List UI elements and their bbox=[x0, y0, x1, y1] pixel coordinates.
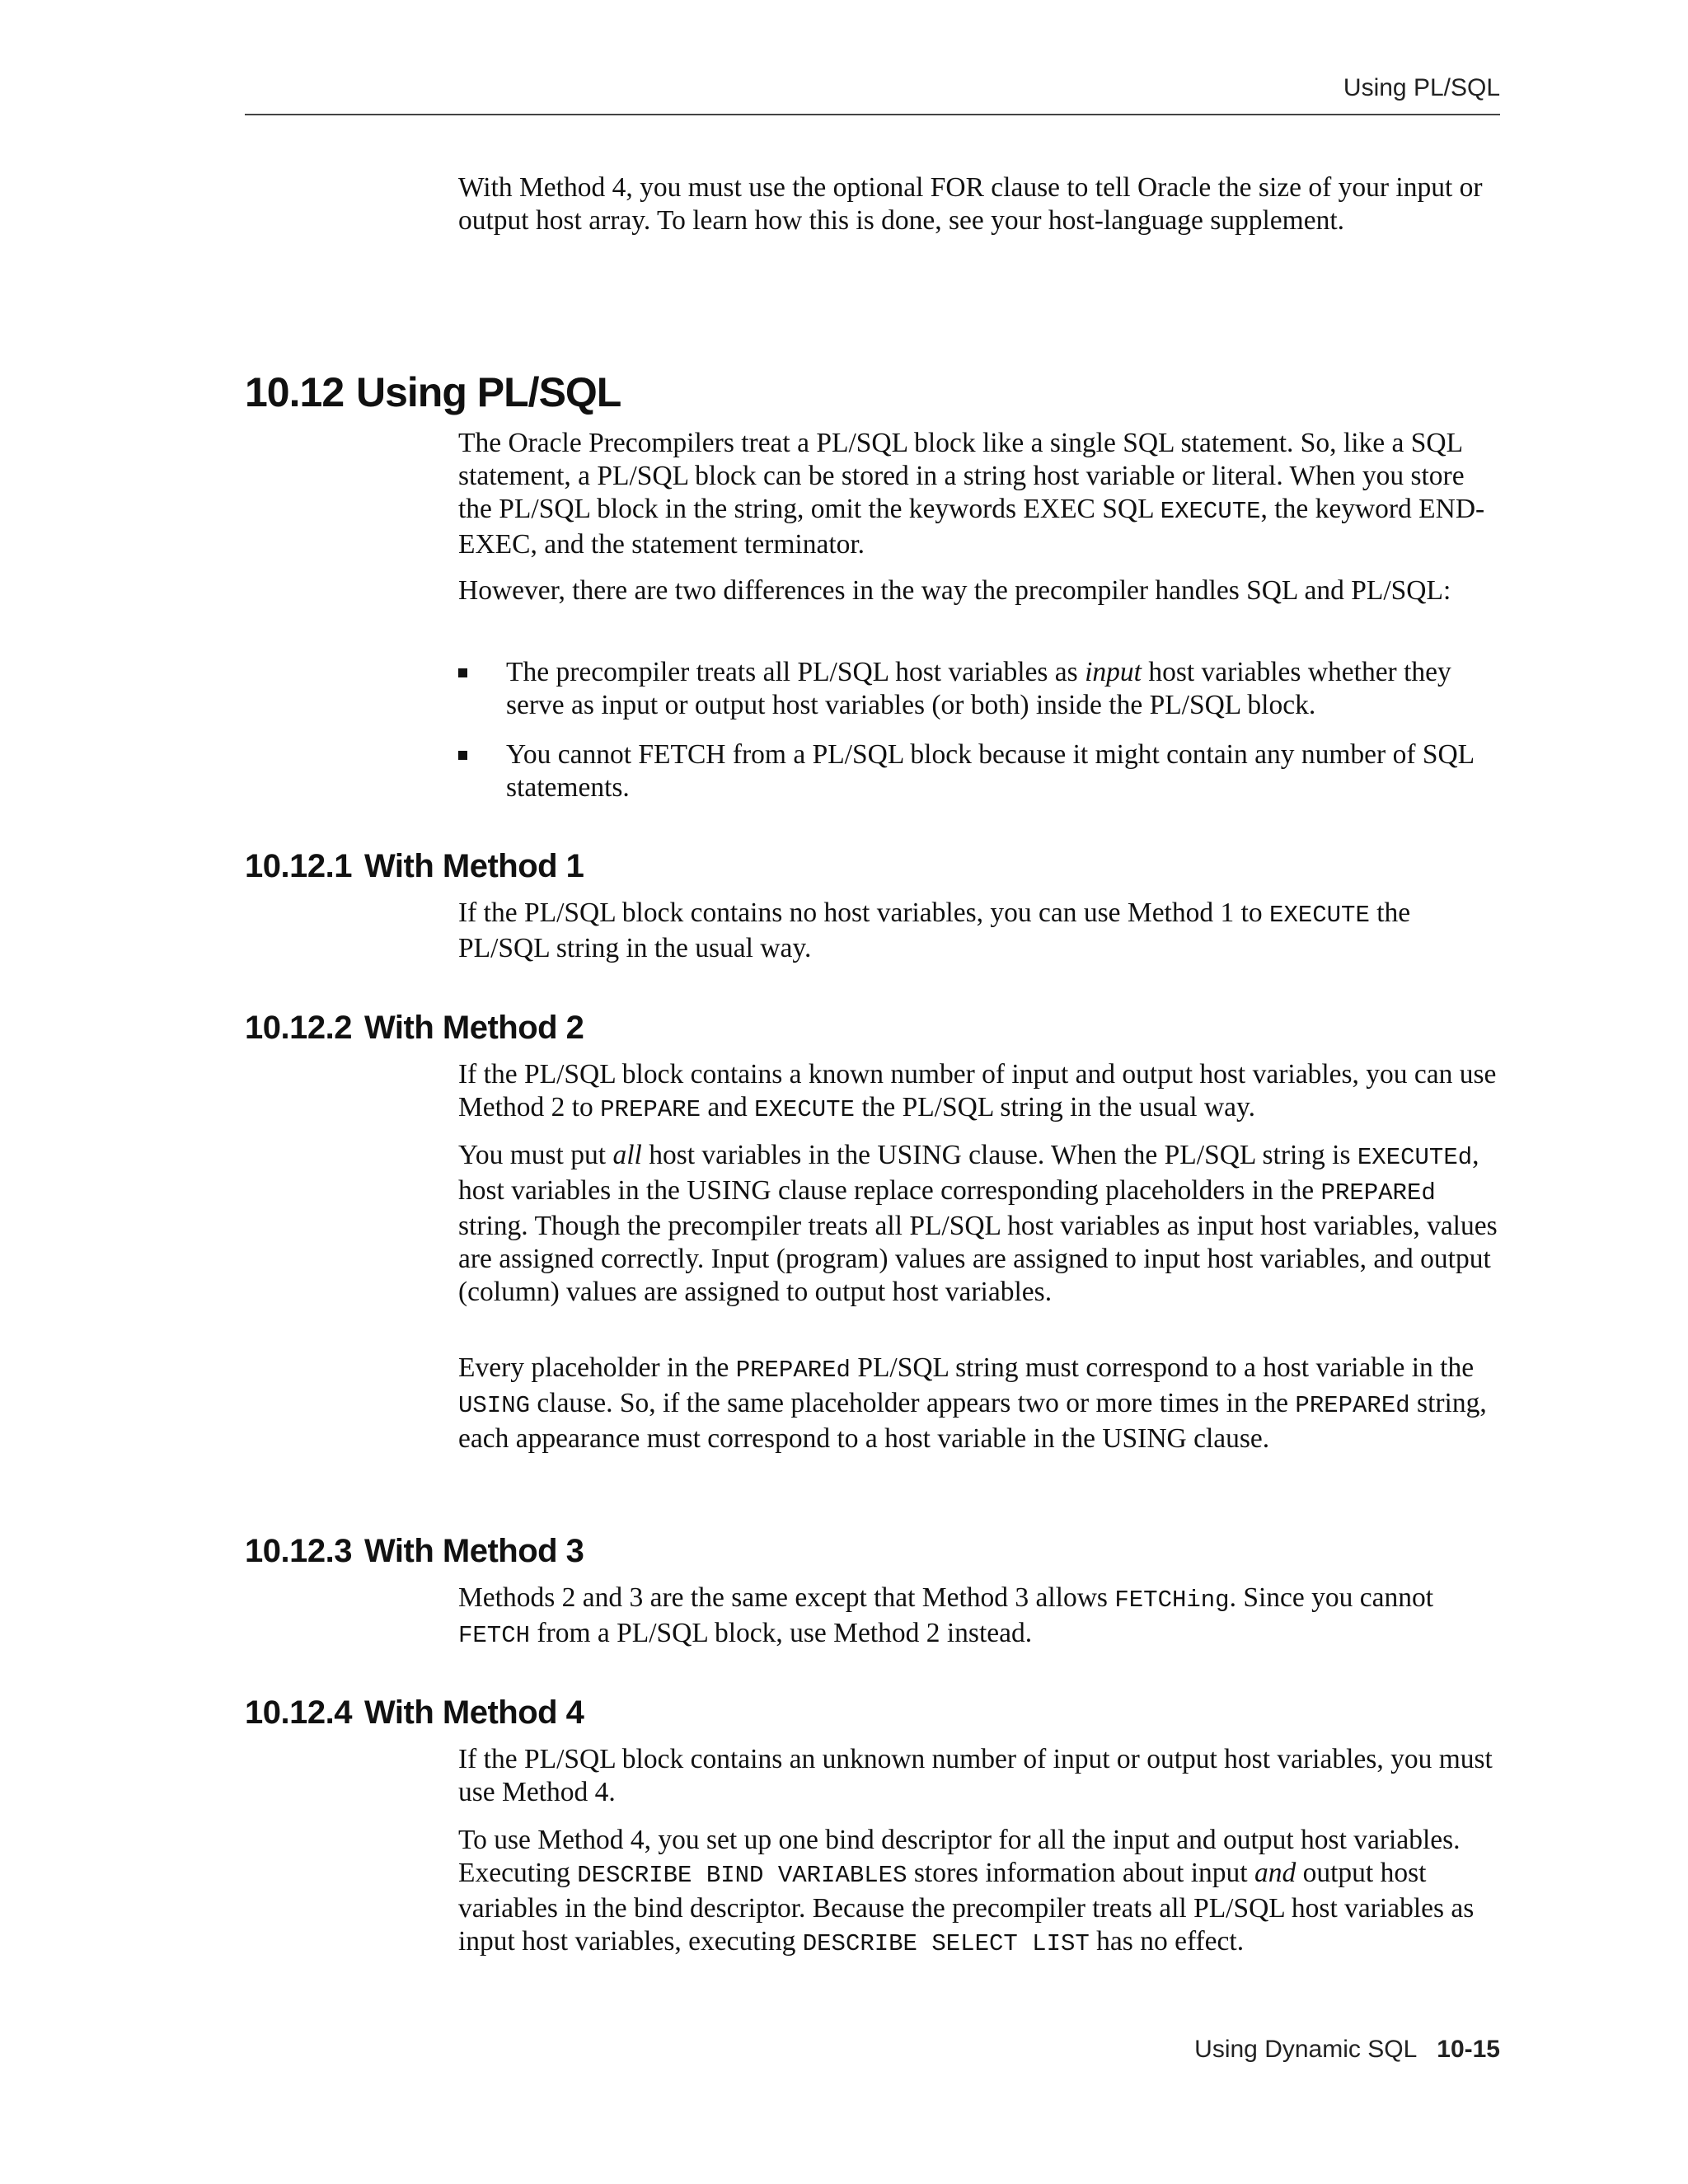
differences-list bbox=[458, 656, 1502, 821]
subsection-heading-2 bbox=[245, 1007, 584, 1048]
subsection-title: With Method 3 bbox=[364, 1533, 584, 1569]
list-item: You cannot FETCH from a PL/SQL block because it might contain any number of SQL statements. bbox=[458, 738, 1502, 804]
section-paragraph-2: However, there are two differences in the way the precompiler handles SQL and PL/SQL: bbox=[458, 575, 1451, 606]
subsection-number: 10.12.3 bbox=[245, 1533, 352, 1569]
subsection-heading-3 bbox=[245, 1530, 584, 1572]
method3-paragraph: Methods 2 and 3 are the same except that Method 3 allows FETCHing. Since you cannot FETCH from a PL/SQL block, use Method 2 instead. bbox=[458, 1582, 1434, 1649]
bullet-icon bbox=[458, 668, 467, 677]
subsection-heading-4 bbox=[245, 1692, 584, 1733]
page-footer bbox=[245, 2036, 1500, 2064]
method2-paragraph-2: You must put all host variables in the USING clause. When the PL/SQL string is EXECUTEd, host variables in the USING clause replace corresponding placeholders in the PREPAREd string. Though the precompiler treats all PL/SQL host variables as input host variables, values are assigned correctly. Input (program) values are assigned to input host variables, and output (column) values are assigned to output host variables. bbox=[458, 1140, 1498, 1307]
subsection-number: 10.12.2 bbox=[245, 1010, 352, 1046]
bullet-icon bbox=[458, 751, 467, 760]
list-item: The precompiler treats all PL/SQL host variables as input host variables whether they serve as input or output host variables (or both) inside the PL/SQL block. bbox=[458, 656, 1502, 722]
code-execute: EXECUTE bbox=[1160, 498, 1261, 525]
subsection-number: 10.12.1 bbox=[245, 848, 352, 884]
section-heading bbox=[245, 368, 621, 417]
method2-paragraph-3: Every placeholder in the PREPAREd PL/SQL string must correspond to a host variable in the USING clause. So, if the same placeholder appears two or more times in the PREPAREd string, each appearance must correspond to a host variable in the USING clause. bbox=[458, 1352, 1487, 1454]
method4-paragraph-1: If the PL/SQL block contains an unknown number of input or output host variables, you must use Method 4. bbox=[458, 1744, 1493, 1807]
footer-chapter-title: Using Dynamic SQL bbox=[1194, 2036, 1418, 2063]
running-header: Using PL/SQL bbox=[1343, 74, 1500, 101]
method4-paragraph-2: To use Method 4, you set up one bind descriptor for all the input and output host variables. Executing DESCRIBE BIND VARIABLES stores information about input and output host variables in the bind descriptor. Because the precompiler treats all PL/SQL host variables as input host variables, executing DESCRIBE SELECT LIST has no effect. bbox=[458, 1825, 1475, 1957]
section-paragraph-1: The Oracle Precompilers treat a PL/SQL block like a single SQL statement. So, like a SQL statement, a PL/SQL block can be stored in a string host variable or literal. When you store the PL/SQL block in the string, omit the keywords EXEC SQL EXECUTE, the keyword END-EXEC, and the statement terminator. bbox=[458, 428, 1485, 560]
section-number: 10.12 bbox=[245, 369, 345, 415]
subsection-title: With Method 2 bbox=[364, 1010, 584, 1046]
subsection-heading-1 bbox=[245, 846, 584, 887]
method2-paragraph-1: If the PL/SQL block contains a known number of input and output host variables, you can use Method 2 to PREPARE and EXECUTE the PL/SQL string in the usual way. bbox=[458, 1059, 1497, 1123]
header-rule bbox=[245, 114, 1500, 115]
method1-paragraph: If the PL/SQL block contains no host variables, you can use Method 1 to EXECUTE the PL/SQL string in the usual way. bbox=[458, 898, 1411, 963]
section-title: Using PL/SQL bbox=[356, 369, 621, 415]
subsection-number: 10.12.4 bbox=[245, 1694, 352, 1731]
intro-paragraph: With Method 4, you must use the optional FOR clause to tell Oracle the size of your input or output host array. To learn how this is done, see your host-language supplement. bbox=[458, 172, 1483, 236]
page-number: 10-15 bbox=[1437, 2036, 1500, 2063]
subsection-title: With Method 1 bbox=[364, 848, 584, 884]
subsection-title: With Method 4 bbox=[364, 1694, 584, 1731]
